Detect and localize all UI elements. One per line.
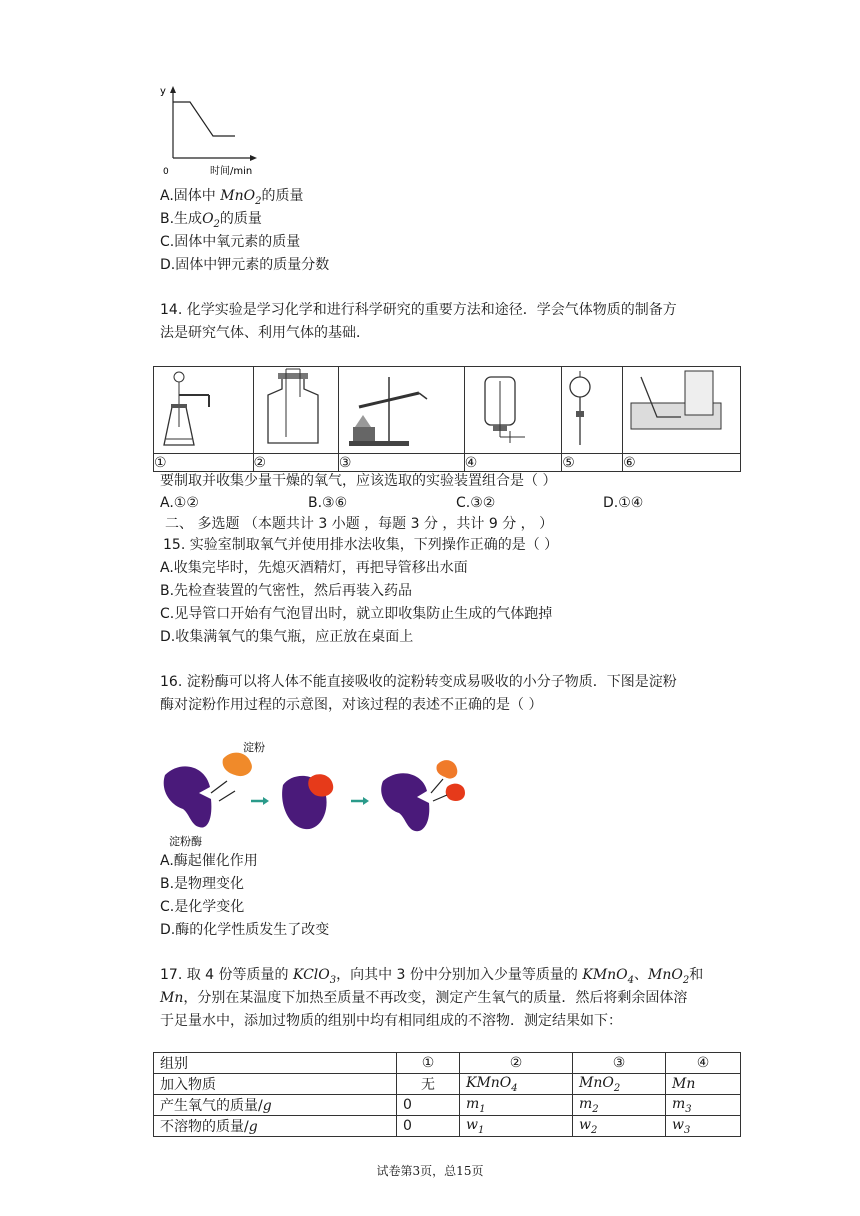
apparatus-6-cell [623, 367, 741, 454]
apparatus-2-cell [253, 367, 338, 454]
q13-option-c: C.固体中氧元素的质量 [160, 234, 301, 250]
apparatus-4-cell [464, 367, 561, 454]
section-2-heading: 二、 多选题 （本题共计 3 小题 ，每题 3 分 ，共计 9 分 ， ） [165, 516, 554, 532]
table-row: 不溶物的质量/g 0 $w_1$ $w_2$ $w_3$ [154, 1116, 741, 1137]
q15-option-c: C.见导管口开始有气泡冒出时，就立即收集防止生成的气体跑掉 [160, 606, 553, 622]
enzyme-shape-1 [164, 766, 212, 827]
table-row: 加入物质 无 KMnO$_4$ MnO$_2$ Mn [154, 1074, 741, 1095]
apparatus-label-1: ① [154, 454, 254, 472]
q14-option-a: A.①② [160, 495, 199, 511]
q15-option-b: B.先检查装置的气密性，然后再装入药品 [160, 583, 413, 599]
separatory-funnel-icon [562, 367, 620, 449]
enzyme-shape-3 [381, 773, 429, 831]
product-shape-1 [436, 760, 457, 779]
q15-stem: 15. 实验室制取氧气并使用排水法收集，下列操作正确的是（ ） [163, 537, 559, 553]
q14-option-c: C.③② [456, 495, 496, 511]
graph-y-label: y [160, 86, 166, 97]
starch-label: 淀粉 [243, 741, 265, 754]
q13-option-d: D.固体中钾元素的质量分数 [160, 257, 330, 273]
q14-option-d: D.①④ [603, 495, 644, 511]
q14-question: 要制取并收集少量干燥的氧气，应该选取的实验装置组合是（ ） [160, 473, 557, 489]
q13-graph [155, 82, 265, 177]
water-trough-apparatus-icon [623, 367, 737, 449]
apparatus-label-5: ⑤ [562, 454, 623, 472]
apparatus-5-cell [562, 367, 623, 454]
enzyme-diagram [155, 735, 475, 850]
q16-stem-line1: 16. 淀粉酶可以将人体不能直接吸收的淀粉转变成易吸收的小分子物质．下图是淀粉 [160, 674, 677, 690]
q13-option-a: A.固体中 MnO$_2$的质量 [160, 188, 304, 207]
inverted-bottle-apparatus-icon [465, 367, 559, 449]
graph-origin-label: 0 [163, 167, 169, 177]
product-shape-2 [446, 784, 465, 801]
enzyme-label: 淀粉酶 [169, 835, 202, 848]
q16-option-a: A.酶起催化作用 [160, 853, 258, 869]
q17-stem-line1: 17. 取 4 份等质量的 KClO$_3$，向其中 3 份中分别加入少量等质量的 KMnO$_4$、MnO$_2$和 [160, 967, 704, 986]
gas-bottle-apparatus-icon [254, 367, 336, 449]
conical-flask-apparatus-icon [154, 367, 250, 449]
q17-stem-line2: Mn，分别在某温度下加热至质量不再改变，测定产生氧气的质量．然后将剩余固体溶 [160, 990, 688, 1006]
starch-shape-1 [223, 753, 252, 776]
apparatus-table [153, 366, 741, 472]
heating-test-tube-apparatus-icon [339, 367, 461, 449]
apparatus-label-6: ⑥ [623, 454, 741, 472]
q16-stem-line2: 酶对淀粉作用过程的示意图，对该过程的表述不正确的是（ ） [160, 697, 543, 713]
q17-results-table [153, 1052, 741, 1137]
q16-option-c: C.是化学变化 [160, 899, 245, 915]
apparatus-1-cell [154, 367, 254, 454]
table-row: 产生氧气的质量/g 0 $m_1$ $m_2$ $m_3$ [154, 1095, 741, 1116]
apparatus-3-cell [338, 367, 464, 454]
q13-option-b: B.生成$O_2$的质量 [160, 211, 262, 230]
q14-stem-line1: 14. 化学实验是学习化学和进行科学研究的重要方法和途径．学会气体物质的制备方 [160, 302, 677, 318]
q14-stem-line2: 法是研究气体、利用气体的基础． [160, 325, 370, 341]
q14-option-b: B.③⑥ [308, 495, 348, 511]
apparatus-label-4: ④ [464, 454, 561, 472]
graph-x-label: 时间/min [210, 166, 253, 177]
q15-option-d: D.收集满氧气的集气瓶，应正放在桌面上 [160, 629, 414, 645]
apparatus-label-3: ③ [338, 454, 464, 472]
q17-stem-line3: 于足量水中，添加过物质的组别中均有相同组成的不溶物．测定结果如下： [160, 1013, 622, 1029]
q15-option-a: A.收集完毕时，先熄灭酒精灯，再把导管移出水面 [160, 560, 468, 576]
table-row: 组别 ① ② ③ ④ [154, 1053, 741, 1074]
q16-option-b: B.是物理变化 [160, 876, 245, 892]
q16-option-d: D.酶的化学性质发生了改变 [160, 922, 330, 938]
apparatus-label-2: ② [253, 454, 338, 472]
page-footer: 试卷第3页，总15页 [376, 1164, 484, 1178]
